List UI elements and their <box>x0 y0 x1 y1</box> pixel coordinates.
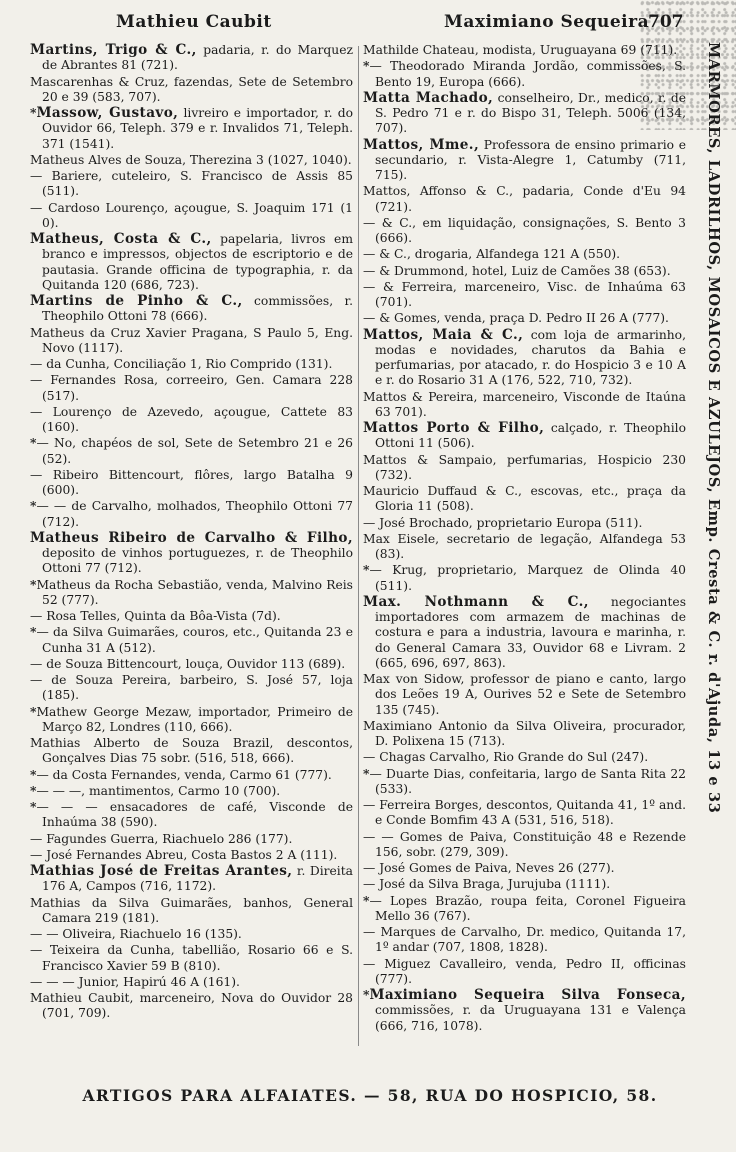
directory-entry <box>30 435 353 467</box>
directory-entry <box>363 246 686 262</box>
directory-entry <box>363 389 686 421</box>
directory-entry <box>363 924 686 956</box>
directory-entry <box>363 893 686 925</box>
entry-text: commissões, r. Theophilo Ottoni 78 (666). <box>42 294 353 324</box>
entry-text: Max von Sidow, professor de piano e canto, largo dos Leões 19 A, Ourives 52 e Sete de Setembro 135 (745). <box>363 672 686 717</box>
entry-text: — Ferreira Borges, descontos, Quitanda 41, 1º and. e Conde Bomfim 43 A (531, 516, 518). <box>363 798 686 828</box>
entry-text: — — Oliveira, Riachuelo 16 (135). <box>30 927 242 941</box>
directory-entry <box>30 704 353 736</box>
entry-text: conselheiro, Dr., medico, r. de S. Pedro 71 e r. do Bispo 31, Teleph. 5006 (134, 707). <box>375 90 686 136</box>
directory-entry <box>363 215 686 247</box>
entry-text: Mattos, Affonso & C., padaria, Conde d'Eu 94 (721). <box>363 184 686 214</box>
entry-text: — José Brochado, proprietario Europa (511). <box>363 515 643 530</box>
entry-text: livreiro e importador, r. do Ouvidor 66, Teleph. 379 e r. Invalidos 71, Teleph. 371 (1541). <box>42 106 353 151</box>
entry-text: — de Souza Pereira, barbeiro, S. José 57, loja (185). <box>30 673 353 703</box>
entry-text: Mattos & Sampaio, perfumarias, Hospicio 230 (732). <box>363 452 686 482</box>
entry-text: — Chagas Carvalho, Rio Grande do Sul (247). <box>363 750 649 765</box>
entry-text: Mathew George Mezaw, importador, Primeiro de Março 82, Londres (110, 666). <box>36 704 353 734</box>
directory-entry <box>30 231 353 293</box>
entry-text: — & Ferreira, marceneiro, Visc. de Inhaúma 63 (701). <box>363 279 686 309</box>
entry-marker: * <box>30 703 37 719</box>
header-right-guide-word: Maximiano Sequeira <box>444 12 650 32</box>
directory-entry <box>30 863 353 895</box>
entry-text: — & Drummond, hotel, Luiz de Camões 38 (653). <box>363 263 671 278</box>
directory-entry <box>30 168 353 200</box>
directory-entry <box>30 799 353 831</box>
directory-entry <box>30 356 353 372</box>
directory-entry <box>30 74 353 106</box>
entry-text: — Teixeira da Cunha, tabellião, Rosario 66 e S. Francisco Xavier 59 B (810). <box>30 943 353 973</box>
entry-text: papelaria, livros em branco e impressos, objectos de escriptorio e de pautasia. Grande officina de typographia, r. da Quitanda 120 (686, 723). <box>42 232 353 292</box>
directory-entry <box>363 183 686 215</box>
entry-text: — Rosa Telles, Quinta da Bôa-Vista (7d). <box>30 609 281 623</box>
entry-text: padaria, r. do Marquez de Abrantes 81 (721). <box>42 43 353 73</box>
entry-text: — Theodorado Miranda Jordão, commissões, S. Bento 19, Europa (666). <box>369 59 686 89</box>
entry-text: Mauricio Duffaud & C., escovas, etc., praça da Gloria 11 (508). <box>363 484 686 514</box>
entry-text: — & C., em liquidação, consignações, S. Bento 3 (666). <box>363 215 686 245</box>
directory-entry <box>30 608 353 624</box>
entry-text: Max Eisele, secretario de legação, Alfandega 53 (83). <box>363 531 686 561</box>
directory-entry <box>363 263 686 279</box>
entry-text: Mathilde Chateau, modista, Uruguayana 69 (711). <box>363 43 678 57</box>
directory-entry <box>363 42 686 58</box>
entry-name-bold: Matta Machado, <box>363 89 494 106</box>
entry-text: Mascarenhas & Cruz, fazendas, Sete de Setembro 20 e 39 (583, 707). <box>30 74 353 104</box>
entry-text: — de Souza Bittencourt, louça, Ouvidor 113 (689). <box>30 656 346 671</box>
entry-text: Matheus da Rocha Sebastião, venda, Malvino Reis 52 (777). <box>36 577 353 607</box>
right-column <box>363 42 686 1054</box>
directory-entry <box>30 152 353 168</box>
vertical-advertisement <box>676 38 734 1078</box>
entry-text: — Ribeiro Bittencourt, flôres, largo Batalha 9 (600). <box>30 467 353 497</box>
directory-entry <box>30 105 353 152</box>
directory-entry <box>30 498 353 530</box>
entry-text: commissões, r. da Uruguayana 131 e Valença (666, 716, 1078). <box>375 1003 686 1033</box>
directory-entry <box>30 926 353 942</box>
entry-text: — — —, mantimentos, Carmo 10 (700). <box>36 783 281 798</box>
directory-entry <box>30 325 353 357</box>
directory-entry <box>363 515 686 531</box>
directory-columns <box>30 42 690 1054</box>
entry-text: Mathias da Silva Guimarães, banhos, General Camara 219 (181). <box>30 895 353 925</box>
entry-text: — José da Silva Braga, Jurujuba (1111). <box>363 877 611 892</box>
entry-marker: * <box>363 562 370 578</box>
entry-text: deposito de vinhos portuguezes, r. de Theophilo Ottoni 77 (712). <box>42 546 353 576</box>
entry-text: — da Cunha, Conciliação 1, Rio Comprido (131). <box>30 357 333 371</box>
directory-entry <box>30 624 353 656</box>
entry-name-bold: Mattos, Mme., <box>363 136 480 153</box>
entry-text: — José Gomes de Paiva, Neves 26 (277). <box>363 861 615 875</box>
entry-text: — & C., drogaria, Alfandega 121 A (550). <box>363 247 621 262</box>
entry-text: Mattos & Pereira, marceneiro, Visconde de Itaúna 63 701). <box>363 389 686 419</box>
directory-entry <box>30 530 353 577</box>
directory-entry <box>363 562 686 594</box>
entry-text: r. Direita 176 A, Campos (716, 1172). <box>42 864 353 894</box>
directory-entry <box>363 718 686 750</box>
entry-text: Professora de ensino primario e secundario, r. Vista-Alegre 1, Catumby (711, 715). <box>375 137 686 182</box>
directory-entry <box>30 942 353 974</box>
directory-entry <box>363 829 686 861</box>
directory-entry <box>30 831 353 847</box>
entry-marker: * <box>30 624 37 640</box>
directory-entry <box>30 656 353 672</box>
directory-entry <box>30 672 353 704</box>
left-column <box>30 42 353 1054</box>
entry-text: — Bariere, cuteleiro, S. Francisco de Assis 85 (511). <box>30 169 353 199</box>
entry-marker: * <box>363 58 370 74</box>
entry-text: negociantes importadores com armazem de machinas de costura e para a industria, lavoura e marinha, r. do General Camara 33, Ouvidor 68 e Livram. 2 (665, 696, 697, 863). <box>375 594 686 670</box>
directory-entry <box>30 200 353 232</box>
entry-name-bold: Mathias José de Freitas Arantes, <box>30 863 293 879</box>
directory-entry <box>363 531 686 563</box>
entry-name-bold: Max. Nothmann & C., <box>363 593 589 610</box>
entry-marker: * <box>30 435 37 451</box>
directory-entry <box>363 279 686 311</box>
directory-entry <box>30 767 353 783</box>
entry-text: com loja de armarinho, modas e novidades, charutos da Bahia e perfumarias, por atacado, r. do Hospicio 3 e 10 A e r. do Rosario 31 A (176, 522, 710, 732). <box>375 327 686 388</box>
entry-text: Mathieu Caubit, marceneiro, Nova do Ouvidor 28 (701, 709). <box>30 991 353 1021</box>
entry-marker: * <box>30 576 37 592</box>
directory-entry <box>363 420 686 452</box>
entry-name-bold: Maximiano Sequeira Silva Fonseca, <box>369 987 686 1003</box>
vertical-ad-text: MARMORES, LADRILHOS, MOSAICOS E AZULEJOS, Emp. Cresta & C. r. d'Ajuda, 13 e 33 <box>705 42 722 814</box>
entry-name-bold: Matheus, Costa & C., <box>30 231 212 247</box>
entry-text: — Krug, proprietario, Marquez de Olinda 40 (511). <box>369 563 686 593</box>
entry-text: — Fernandes Rosa, correeiro, Gen. Camara 228 (517). <box>30 373 353 403</box>
entry-marker: * <box>363 987 370 1002</box>
entry-marker: * <box>30 105 37 120</box>
directory-entry <box>30 783 353 799</box>
entry-name-bold: Massow, Gustavo, <box>36 105 179 121</box>
directory-entry <box>30 467 353 499</box>
entry-text: — Marques de Carvalho, Dr. medico, Quitanda 17, 1º andar (707, 1808, 1828). <box>363 925 686 955</box>
entry-marker: * <box>363 892 370 908</box>
directory-entry <box>30 42 353 74</box>
entry-text: Matheus Alves de Souza, Therezina 3 (1027, 1040). <box>30 152 352 167</box>
entry-text: — Lourenço de Azevedo, açougue, Cattete 83 (160). <box>30 404 353 434</box>
directory-entry <box>363 860 686 876</box>
entry-text: — da Costa Fernandes, venda, Carmo 61 (777). <box>36 767 332 782</box>
entry-text: — — — Junior, Hapirú 46 A (161). <box>30 974 240 989</box>
directory-entry <box>363 987 686 1034</box>
entry-text: — No, chapéos de sol, Sete de Setembro 21 e 26 (52). <box>36 436 353 466</box>
directory-entry <box>30 372 353 404</box>
directory-entry <box>30 990 353 1022</box>
directory-entry <box>363 90 686 137</box>
entry-name-bold: Martins de Pinho & C., <box>30 293 243 309</box>
header-left-guide-word: Mathieu Caubit <box>116 12 272 32</box>
entry-name-bold: Matheus Ribeiro de Carvalho & Filho, <box>30 529 353 546</box>
entry-text: — Lopes Brazão, roupa feita, Coronel Figueira Mello 36 (767). <box>369 893 686 923</box>
entry-marker: * <box>363 765 370 781</box>
directory-entry <box>30 974 353 990</box>
entry-marker: * <box>30 498 37 514</box>
entry-marker: * <box>30 766 37 782</box>
entry-text: — Miguez Cavalleiro, venda, Pedro II, officinas (777). <box>363 956 686 986</box>
entry-text: — — de Carvalho, molhados, Theophilo Ottoni 77 (712). <box>36 499 353 529</box>
entry-text: — — — ensacadores de café, Visconde de Inhaúma 38 (590). <box>36 800 353 830</box>
entry-name-bold: Mattos, Maia & C., <box>363 326 524 343</box>
directory-entry <box>363 671 686 718</box>
directory-entry <box>363 749 686 765</box>
column-divider <box>358 46 359 1046</box>
entry-marker: * <box>30 782 37 798</box>
entry-text: — José Fernandes Abreu, Costa Bastos 2 A (111). <box>30 847 338 862</box>
directory-entry <box>363 797 686 829</box>
entry-text: — Fagundes Guerra, Riachuelo 286 (177). <box>30 831 293 846</box>
entry-text: — Duarte Dias, confeitaria, largo de Santa Rita 22 (533). <box>369 766 686 796</box>
entry-text: Maximiano Antonio da Silva Oliveira, procurador, D. Polixena 15 (713). <box>363 718 686 748</box>
directory-entry <box>363 594 686 671</box>
entry-text: — — Gomes de Paiva, Constituição 48 e Rezende 156, sobr. (279, 309). <box>363 829 686 859</box>
directory-entry <box>30 577 353 609</box>
entry-text: Mathias Alberto de Souza Brazil, descontos, Gonçalves Dias 75 sobr. (516, 518, 666). <box>30 736 353 766</box>
entry-text: — & Gomes, venda, praça D. Pedro II 26 A (777). <box>363 311 669 326</box>
running-header <box>24 6 700 36</box>
directory-entry <box>30 847 353 863</box>
footer-advertisement: ARTIGOS PARA ALFAIATES. — 58, RUA DO HOSPICIO, 58. <box>82 1086 658 1105</box>
directory-entry <box>363 452 686 484</box>
directory-entry <box>30 735 353 767</box>
directory-entry <box>363 876 686 892</box>
entry-text: — da Silva Guimarães, couros, etc., Quitanda 23 e Cunha 31 A (512). <box>36 625 353 655</box>
directory-entry <box>30 404 353 436</box>
directory-entry <box>363 327 686 389</box>
directory-entry <box>30 895 353 927</box>
directory-entry <box>363 766 686 798</box>
entry-text: — Cardoso Lourenço, açougue, S. Joaquim 171 (1 0). <box>30 200 353 230</box>
entry-marker: * <box>30 799 37 814</box>
entry-text: calçado, r. Theophilo Ottoni 11 (506). <box>375 421 686 451</box>
directory-entry <box>363 310 686 326</box>
entry-name-bold: Martins, Trigo & C., <box>30 42 197 58</box>
entry-text: Matheus da Cruz Xavier Pragana, S Paulo 5, Eng. Novo (1117). <box>30 325 353 355</box>
directory-entry <box>363 58 686 90</box>
page-number: 707 <box>648 12 684 32</box>
directory-entry <box>363 483 686 515</box>
directory-entry <box>30 293 353 325</box>
directory-entry <box>363 956 686 988</box>
entry-name-bold: Mattos Porto & Filho, <box>363 420 545 436</box>
directory-entry <box>363 137 686 184</box>
